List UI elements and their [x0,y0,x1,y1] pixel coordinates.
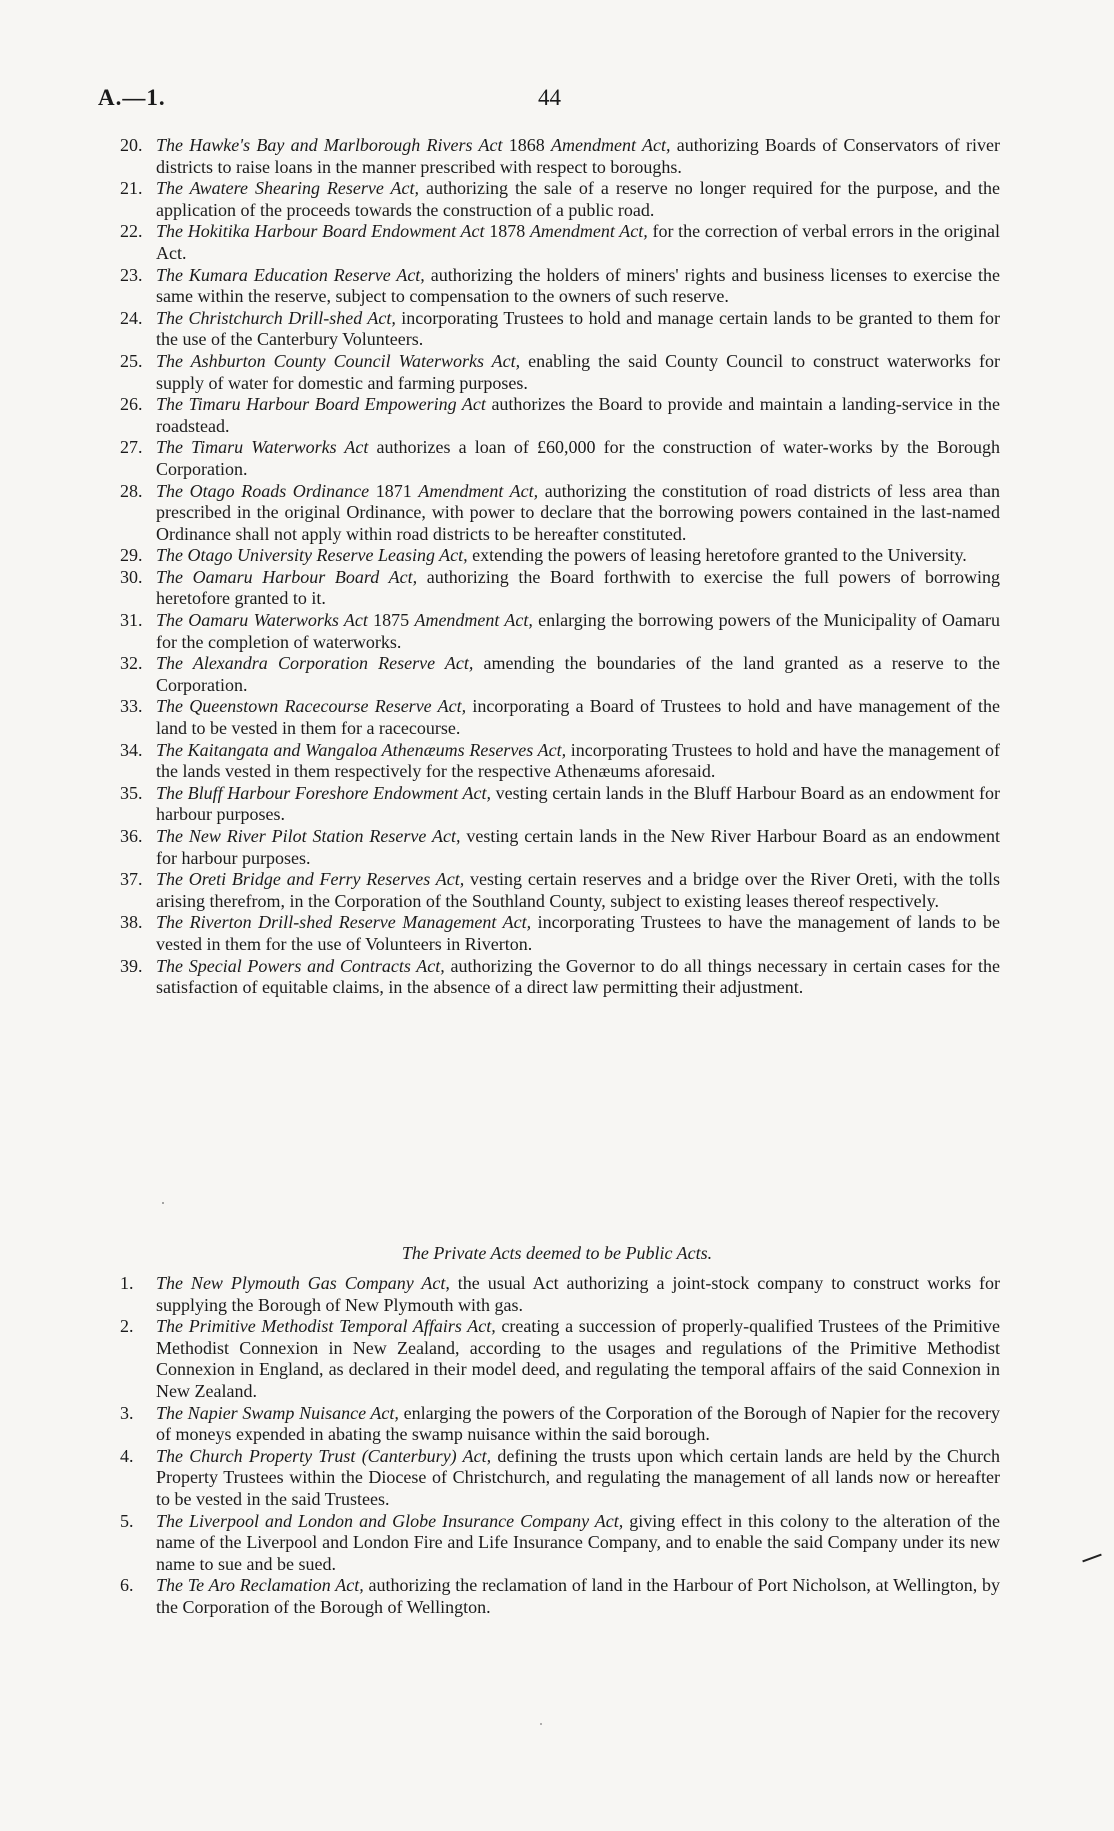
act-description: incorporating Trustees to have the management of lands to be vested in them for the use of Volunteers in Riverton. [156,912,1000,954]
act-title: The Kumara Education Reserve Act, [156,264,425,285]
scan-speck [540,1723,542,1725]
list-item [120,740,1000,783]
list-item [120,308,1000,351]
list-item [120,567,1000,610]
item-number: 37. [120,869,143,890]
act-description: amending the boundaries of the land granted as a reserve to the Corporation. [156,653,1000,695]
act-description: authorizes the Board to provide and maintain a landing-service in the roadstead. [156,394,1000,436]
act-title: The Awatere Shearing Reserve Act, [156,178,420,199]
act-description: incorporating Trustees to hold and have the management of the lands vested in them respectively for the respective Athenæums aforesaid. [156,739,1000,782]
item-number: 25. [120,350,143,371]
private-acts-list [120,1273,1000,1619]
item-number: 2. [120,1316,134,1337]
list-item [120,481,1000,546]
item-number: 3. [120,1402,134,1423]
list-item [120,610,1000,653]
act-title: The Alexandra Corporation Reserve Act, [156,653,474,674]
act-title-suffix: Amendment Act, [529,221,648,242]
act-description: authorizing the reclamation of land in the Harbour of Port Nicholson, at Wellington, by the Corporation of the Borough of Wellington. [156,1575,1000,1617]
item-number: 32. [120,653,143,674]
list-item [120,783,1000,826]
item-number: 21. [120,178,143,199]
list-item [120,1446,1000,1511]
act-title: The Timaru Waterworks Act [156,437,369,458]
act-title: The Riverton Drill-shed Reserve Management Act, [156,912,532,933]
list-item [120,1511,1000,1576]
act-title: The Te Aro Reclamation Act, [156,1575,364,1596]
act-description: authorizes a loan of £60,000 for the construction of water-works by the Borough Corporation. [156,437,1000,479]
act-title: The Bluff Harbour Foreshore Endowment Act, [156,782,491,803]
page-number: 44 [538,85,561,110]
item-number: 28. [120,480,143,501]
page-header [98,85,1016,115]
act-title: The Oamaru Waterworks Act [156,610,368,631]
act-description: defining the trusts upon which certain lands are held by the Church Property Trustees within the Diocese of Christchurch, and regulating the management of all lands now or hereafter to be vested in the said Trustees. [156,1445,1000,1509]
list-item [120,956,1000,999]
act-description: vesting certain lands in the Bluff Harbour Board as an endowment for harbour purposes. [156,782,1000,825]
item-number: 38. [120,912,143,933]
list-item [120,1575,1000,1618]
margin-pencil-mark [1082,1554,1101,1563]
list-item [120,178,1000,221]
item-number: 30. [120,566,143,587]
act-year: 1868 [502,135,552,155]
act-description: extending the powers of leasing heretofore granted to the University. [467,545,967,566]
document-reference: A.—1. [98,85,166,110]
item-number: 35. [120,782,143,803]
list-item [120,1273,1000,1316]
item-number: 20. [120,135,143,155]
act-description: creating a succession of properly-qualified Trustees of the Primitive Methodist Connexion in New Zealand, according to the usages and regulations of the Primitive Methodist Connexion in England, as declared in their model deed, and regulating the temporal affairs of the said Connexion in New Zealand. [156,1316,1000,1401]
item-number: 1. [120,1273,134,1293]
act-title: The Oamaru Harbour Board Act, [156,566,418,587]
list-item [120,826,1000,869]
list-item [120,1403,1000,1446]
act-title-suffix: Amendment Act, [418,480,539,501]
item-number: 5. [120,1510,134,1531]
act-description: for the correction of verbal errors in the original Act. [156,221,1001,263]
act-title: The Hawke's Bay and Marlborough Rivers Act [156,135,503,155]
act-title: The Otago Roads Ordinance [156,480,370,501]
list-item [120,696,1000,739]
list-item [120,265,1000,308]
item-number: 39. [120,955,143,976]
act-title: The Special Powers and Contracts Act, [156,955,445,976]
act-description: authorizing the constitution of road districts of less area than prescribed in the original Ordinance, with power to declare that the borrowing powers contained in the last-named Ordinance shall not apply within road districts to be hereafter constituted. [156,480,1001,544]
section-heading: The Private Acts deemed to be Public Acts. [401,1243,713,1263]
list-item [120,135,1000,178]
act-title: The Church Property Trust (Canterbury) Act, [156,1445,492,1466]
list-item [120,912,1000,955]
item-number: 6. [120,1575,134,1596]
act-title: The Oreti Bridge and Ferry Reserves Act, [156,869,465,890]
act-description: vesting certain lands in the New River Harbour Board as an endowment for harbour purposes. [156,826,1000,868]
act-title: The Liverpool and London and Globe Insurance Company Act, [156,1510,624,1531]
act-description: giving effect in this colony to the alteration of the name of the Liverpool and London Fire and Life Insurance Company, and to enable the said Company under its new name to sue and be sued. [156,1510,1000,1574]
act-title: The Hokitika Harbour Board Endowment Act [156,221,485,242]
list-item [120,545,1000,567]
act-title: The Primitive Methodist Temporal Affairs Act, [156,1316,496,1337]
item-number: 26. [120,394,143,415]
item-number: 27. [120,437,143,458]
act-title: The New Plymouth Gas Company Act, [156,1273,450,1293]
act-year: 1871 [369,480,419,501]
act-description: incorporating Trustees to hold and manage certain lands to be granted to them for the use of the Canterbury Volunteers. [156,307,1000,350]
act-description: incorporating a Board of Trustees to hold and have management of the land to be vested in them for a racecourse. [156,696,1000,739]
list-item [120,351,1000,394]
act-title: The Otago University Reserve Leasing Act, [156,545,468,566]
act-title: The Queenstown Racecourse Reserve Act, [156,696,467,717]
list-item [120,1316,1000,1402]
act-title: The New River Pilot Station Reserve Act, [156,826,461,846]
act-year: 1875 [367,610,415,631]
act-description: the usual Act authorizing a joint-stock company to construct works for supplying the Borough of New Plymouth with gas. [156,1273,1000,1315]
item-number: 4. [120,1445,134,1466]
item-number: 31. [120,610,143,631]
item-number: 33. [120,696,143,717]
item-number: 29. [120,545,143,566]
item-number: 23. [120,264,143,285]
act-description: authorizing the Board forthwith to exercise the full powers of borrowing heretofore granted to it. [156,566,1000,609]
act-description: authorizing the Governor to do all things necessary in certain cases for the satisfaction of equitable claims, in the absence of a direct law permitting their adjustment. [156,955,1000,998]
act-title: The Kaitangata and Wangaloa Athenæums Reserves Act, [156,739,567,760]
act-title-suffix: Amendment Act, [414,610,533,631]
list-item [120,394,1000,437]
item-number: 34. [120,739,143,760]
act-description: enabling the said County Council to construct waterworks for supply of water for domestic and farming purposes. [156,350,1000,393]
act-year: 1878 [484,221,530,242]
item-number: 22. [120,221,143,242]
list-item [120,653,1000,696]
scan-speck [162,1202,164,1204]
act-description: enlarging the powers of the Corporation of the Borough of Napier for the recovery of moneys expended in abating the swamp nuisance within the said borough. [156,1402,1001,1445]
list-item [120,437,1000,480]
act-description: vesting certain reserves and a bridge over the River Oreti, with the tolls arising therefrom, in the Corporation of the Southland County, subject to existing leases thereof respectively. [156,869,1000,911]
act-title: The Timaru Harbour Board Empowering Act [156,394,486,415]
item-number: 36. [120,826,143,846]
act-title: The Napier Swamp Nuisance Act, [156,1402,399,1423]
act-title: The Ashburton County Council Waterworks Act, [156,350,521,371]
act-description: authorizing Boards of Conservators of river districts to raise loans in the manner prescribed with respect to boroughs. [156,135,1001,177]
item-number: 24. [120,307,143,328]
act-description: authorizing the holders of miners' rights and business licenses to exercise the same within the reserve, subject to compensation to the owners of such reserve. [156,264,1000,307]
act-title: The Christchurch Drill-shed Act, [156,307,396,328]
list-item [120,221,1000,264]
act-description: authorizing the sale of a reserve no longer required for the purpose, and the application of the proceeds towards the construction of a public road. [156,178,1000,220]
list-item [120,869,1000,912]
act-description: enlarging the borrowing powers of the Municipality of Oamaru for the completion of waterworks. [156,610,1000,652]
public-acts-list [120,135,1000,999]
act-title-suffix: Amendment Act, [551,135,671,155]
